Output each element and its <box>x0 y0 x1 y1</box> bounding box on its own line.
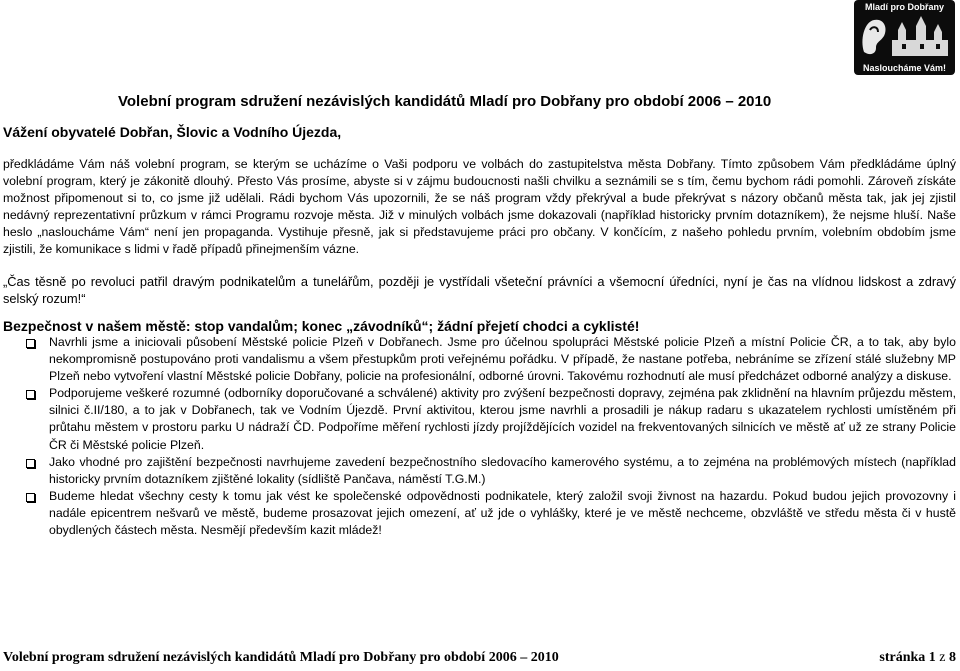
list-item-text: Navrhli jsme a iniciovali působení Městské policie Plzeň v Dobřanech. Jsme pro účelnou spolupráci Městské policie Plzeň a místní Policie ČR, a to tak, aby bylo nekompromisně postupováno proti vandalismu a všem přestupkům proti veřejnému pořádku. V případě, že nastane potřeba, nebráníme se zřízení stálé služebny MP Plzeň nebo vytvoření vlastní Městské policie Dobřany, policie na profesionální, odborné úrovni. Takovému rozhodnutí ale musí předcházet odborné analýzy a diskuse. <box>49 335 956 384</box>
intro-paragraph: předkládáme Vám náš volební program, se kterým se ucházíme o Vaši podporu ve volbách do zastupitelstva města Dobřany. Tímto způsobem Vám předkládáme úplný volební program, který je zákonitě dlouhý. Přesto Vás prosíme, abyste si v zájmu budoucnosti našli chvilku a seznámili se s tím, čemu bychom rádi pomohli. Zároveň získáte možnost připomenout si to, co jsme již udělali. Rádi bychom Vás upozornili, že se náš program vždy překrýval a bude překrývat s názory občanů města tak, jak jej zjistil nedávný reprezentativní průzkum v rámci Programu rozvoje města. Již v minulých volbách jsme dokazovali (například historicky prvním dotazníkem), že nejsme hluší. Naše heslo „nasloucháme Vám“ není jen propaganda. Vystihuje přesně, jak si představujeme práci pro občany. V končícím, z našeho pohledu prvním, volebním obdobím jsme zjistili, že komunikace s lidmi v řadě případů přinejmenším vázne. <box>3 157 956 257</box>
checkbox-bullet-icon <box>26 339 35 348</box>
page-separator: z <box>939 650 946 665</box>
list-item-text: Podporujeme veškeré rozumné (odborníky doporučované a schválené) aktivity pro zvýšení bezpečnosti dopravy, zejména pak zklidnění na hlavním průjezdu městem, silnici č.II/180, a to jak v Dobřanech, tak ve Vodním Újezdě. První aktivitou, kterou jsme navrhli a prosadili je nákup radaru s ukazatelem rychlosti umístěném při průtahu městem v prostoru parku U nádraží ČD. Podpoříme měření rychlosti jízdy projíždějících vozidel na frekventovaných silnicích ve městě ať už ze strany Policie ČR či Městské policie Plzeň. <box>49 386 956 452</box>
list-item <box>3 454 956 488</box>
list-item-text: Budeme hledat všechny cesty k tomu jak vést ke společenské odpovědnosti podnikatele, který založil svoji živnost na hazardu. Pokud budou jejich provozovny i nadále epicentrem nešvarů ve městě, budeme prosazovat jejich omezení, ať už jde o vyhlášky, které je ve městě nechceme, obzvláště ve středu města či v hustě obydlených částech města. Nesmějí především kazit mládež! <box>49 488 956 538</box>
greeting: Vážení obyvatelé Dobřan, Šlovic a Vodního Újezda, <box>3 124 342 140</box>
logo-top-text: Mladí pro Dobřany <box>864 2 944 12</box>
logo <box>854 0 955 75</box>
list-item <box>3 488 956 539</box>
logo-bottom-text: Nasloucháme Vám! <box>862 63 947 73</box>
page-total: 8 <box>949 650 956 665</box>
list-item <box>3 385 956 453</box>
quote-paragraph: „Čas těsně po revoluci patřil dravým podnikatelům a tunelářům, později je vystřídali všeteční právníci a všemocní úředníci, nyní je čas na vlídnou lidskost a zdravý selský rozum!“ <box>3 274 956 307</box>
list-item-text: Jako vhodné pro zajištění bezpečnosti navrhujeme zavedení bezpečnostního sledovacího kamerového systému, a to zejména na problémových místech (například historicky prvním dotazníkem zjištěné lokality (sídliště Pančava, náměstí T.G.M.) <box>49 454 956 486</box>
checkbox-bullet-icon <box>26 493 35 502</box>
checkbox-bullet-icon <box>26 390 35 399</box>
checkbox-bullet-icon <box>26 459 35 468</box>
ear-and-town-icon <box>858 12 951 60</box>
section-heading: Bezpečnost v našem městě: stop vandalům; konec „závodníků“; žádní přejetí chodci a cyklisté! <box>3 318 640 334</box>
bullet-list <box>3 334 956 539</box>
page-label: stránka <box>879 650 926 665</box>
page-current: 1 <box>928 650 936 665</box>
page-number <box>879 650 956 666</box>
footer-title: Volební program sdružení nezávislých kandidátů Mladí pro Dobřany pro období 2006 – 2010 <box>3 650 559 665</box>
list-item <box>3 334 956 385</box>
document-title: Volební program sdružení nezávislých kandidátů Mladí pro Dobřany pro období 2006 – 2010 <box>118 93 772 110</box>
